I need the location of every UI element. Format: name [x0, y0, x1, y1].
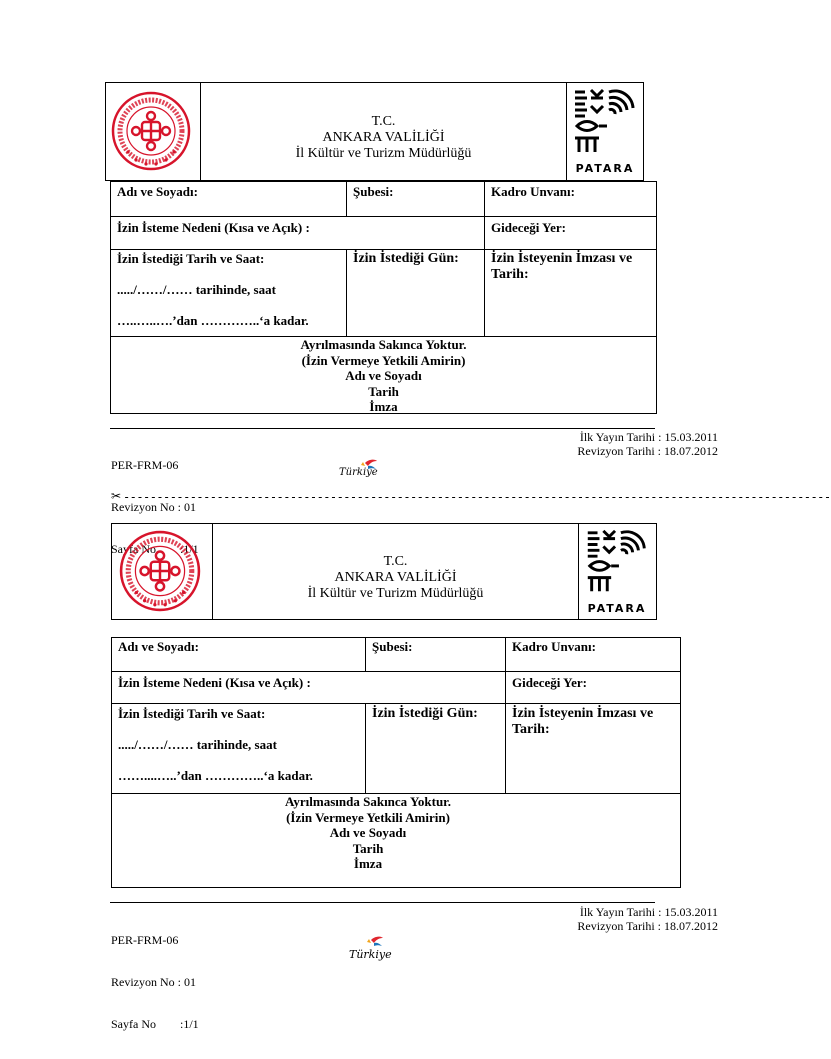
revision-number: Revizyon No : 01 [111, 500, 196, 514]
destination-field-label: Gideceği Yer: [491, 220, 566, 235]
col-divider [505, 637, 506, 793]
col-divider [346, 249, 347, 336]
form-code: PER-FRM-06 [111, 933, 179, 947]
time-line: ……....…..’dan …………..‘a kadar. [118, 768, 313, 783]
approval-line: İmza [353, 856, 383, 871]
header-divider-right [578, 523, 579, 620]
patara-logo [569, 84, 641, 179]
datetime-field-label: İzin İstediği Tarih ve Saat: [118, 706, 266, 721]
title-field-label: Kadro Unvanı: [512, 639, 596, 654]
header-divider-right [566, 82, 567, 181]
days-field-label: İzin İstediği Gün: [353, 251, 459, 266]
approval-line: Tarih [352, 840, 384, 856]
header-text [213, 554, 578, 602]
approval-line: Tarih [368, 383, 399, 399]
footer-rule [110, 902, 655, 903]
first-publish-date: İlk Yayın Tarihi : 15.03.2011 [579, 430, 718, 444]
revision-date: Revizyon Tarihi : 18.07.2012 [577, 444, 718, 458]
row-divider [111, 671, 681, 672]
reason-field-label: İzin İsteme Nedeni (Kısa ve Açık) : [117, 220, 310, 235]
days-field-label: İzin İstediği Gün: [372, 706, 478, 721]
scissors-icon: ✂ [111, 489, 122, 503]
cut-dashes: ---------------------------------------------------------------------------------------------------------- [123, 490, 831, 504]
turkiye-logo-text: Türkiye [349, 948, 392, 961]
col-divider [365, 637, 366, 671]
row-divider [110, 249, 657, 250]
header-line-tc: T.C. [371, 114, 396, 129]
date-line: ...../……/…… tarihinde, saat [118, 737, 277, 752]
row-divider [111, 703, 681, 704]
title-field-label: Kadro Unvanı: [491, 184, 575, 199]
col-divider [346, 181, 347, 216]
reason-field-label: İzin İsteme Nedeni (Kısa ve Açık) : [118, 675, 311, 690]
ministry-seal-logo [118, 529, 202, 613]
cut-line [111, 489, 831, 504]
datetime-field-label: İzin İstediği Tarih ve Saat: [117, 251, 265, 266]
footer-right [510, 430, 718, 458]
approval-line: Ayrılmasında Sakınca Yoktur. [284, 794, 452, 809]
date-line: ...../……/…… tarihinde, saat [117, 282, 276, 297]
destination-field-label: Gideceği Yer: [512, 675, 587, 690]
turkiye-logo [345, 935, 401, 969]
turkiye-logo-text: Türkiye [339, 467, 378, 478]
approval-block [110, 337, 657, 415]
page-number: Sayfa No :1/1 [111, 542, 199, 556]
approval-block [111, 794, 681, 872]
name-field-label: Adı ve Soyadı: [118, 639, 199, 654]
revision-date: Revizyon Tarihi : 18.07.2012 [577, 919, 718, 933]
patara-logo [581, 525, 653, 618]
approval-line: İmza [369, 399, 398, 414]
approval-line: Ayrılmasında Sakınca Yoktur. [300, 337, 467, 352]
approval-line: (İzin Vermeye Yetkili Amirin) [301, 352, 466, 368]
header-line-directorate: İl Kültür ve Turizm Müdürlüğü [295, 146, 472, 161]
revision-number: Revizyon No : 01 [111, 975, 196, 989]
header-line-valilik: ANKARA VALİLİĞİ [322, 130, 445, 145]
signature-field-label: İzin İsteyenin İmzası ve Tarih: [491, 251, 633, 282]
header-text [201, 114, 566, 162]
footer-right [510, 905, 718, 933]
page-number: Sayfa No :1/1 [111, 1017, 199, 1031]
ministry-seal-logo [110, 90, 192, 172]
branch-field-label: Şubesi: [372, 639, 413, 654]
turkiye-logo [335, 457, 391, 485]
form-code: PER-FRM-06 [111, 458, 179, 472]
patara-logo-text: PATARA [587, 602, 647, 615]
first-publish-date: İlk Yayın Tarihi : 15.03.2011 [579, 905, 718, 919]
approval-line: (İzin Vermeye Yetkili Amirin) [286, 809, 450, 825]
approval-line: Adı ve Soyadı [345, 368, 422, 383]
row-divider [110, 216, 657, 217]
signature-field-label: İzin İsteyenin İmzası ve Tarih: [512, 706, 654, 737]
approval-line: Adı ve Soyadı [329, 825, 407, 840]
time-line: …..…..….’dan …………..‘a kadar. [117, 313, 309, 328]
name-field-label: Adı ve Soyadı: [117, 184, 198, 199]
header-line-tc: T.C. [383, 554, 408, 569]
col-divider [484, 181, 485, 336]
footer-rule [110, 428, 655, 429]
branch-field-label: Şubesi: [353, 184, 394, 199]
header-line-valilik: ANKARA VALİLİĞİ [334, 570, 457, 585]
patara-logo-text: PATARA [575, 162, 635, 175]
header-line-directorate: İl Kültür ve Turizm Müdürlüğü [307, 586, 484, 601]
col-divider [365, 703, 366, 793]
footer-left [111, 905, 199, 1059]
